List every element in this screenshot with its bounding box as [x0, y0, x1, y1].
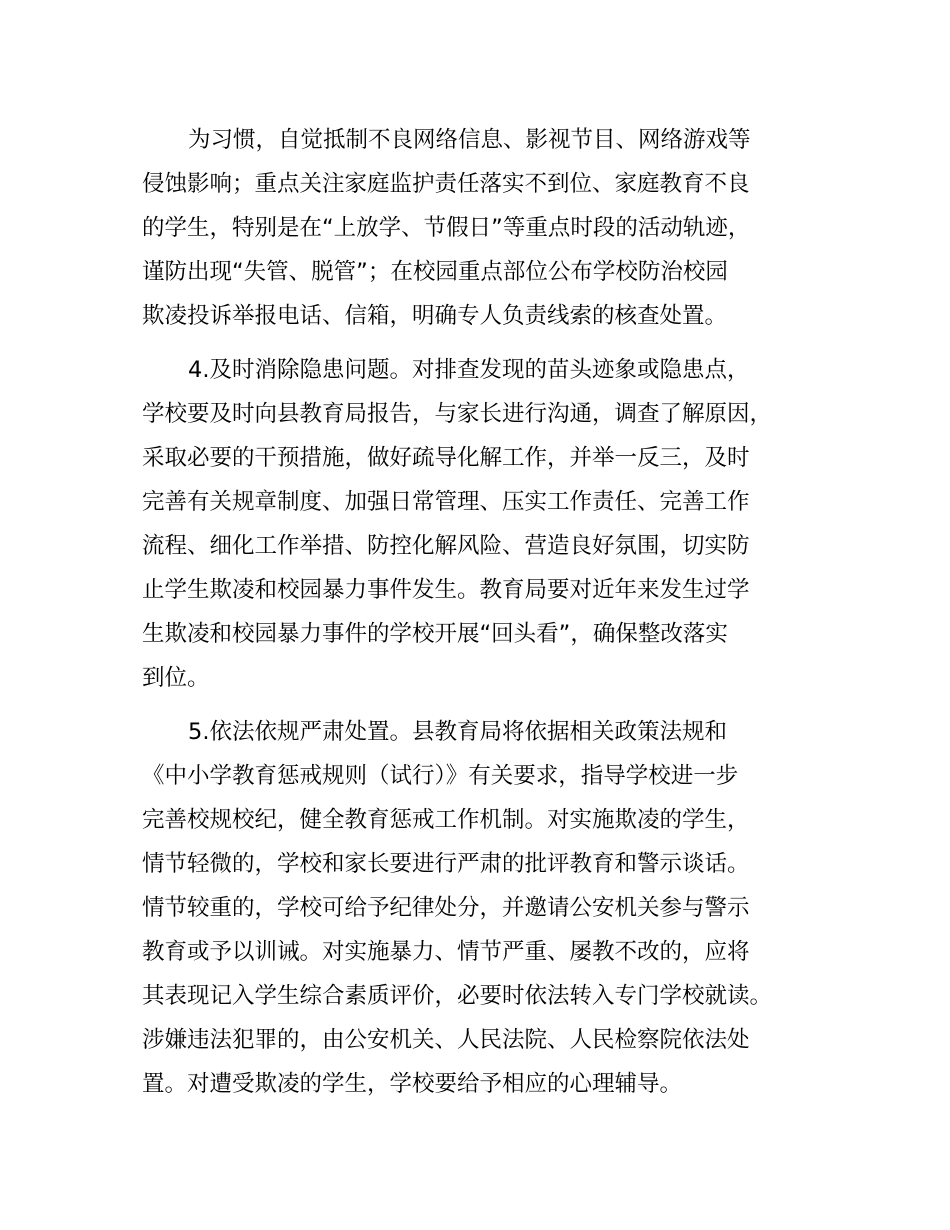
- text-line: 置。对遭受欺凌的学生，学校要给予相应的心理辅导。: [142, 1071, 683, 1097]
- paragraph-item-4: [142, 348, 842, 700]
- paragraph-item-5: [142, 710, 842, 1106]
- text-line: 完善校规校纪，健全教育惩戒工作机制。对实施欺凌的学生，: [142, 807, 750, 833]
- text-line: 流程、细化工作举措、防控化解风险、营造良好氛围，切实防: [142, 533, 750, 559]
- text-line: 的学生，特别是在“上放学、节假日”等重点时段的活动轨迹，: [142, 215, 751, 241]
- document-body: [142, 118, 842, 1116]
- text-line: 生欺凌和校园暴力事件的学校开展“回头看”，确保整改落实: [142, 621, 728, 647]
- text-line: 4.及时消除隐患问题。对排查发现的苗头迹象或隐患点，: [188, 357, 750, 383]
- text-line: 其表现记入学生综合素质评价，必要时依法转入专门学校就读。: [142, 983, 773, 1009]
- text-line: 教育或予以训诫。对实施暴力、情节严重、屡教不改的，应将: [142, 939, 750, 965]
- text-line: 欺凌投诉举报电话、信箱，明确专人负责线索的核查处置。: [142, 303, 728, 329]
- text-line: 学校要及时向县教育局报告，与家长进行沟通，调查了解原因，: [142, 401, 773, 427]
- paragraph-continuation: [142, 118, 842, 338]
- text-line: 《中小学教育惩戒规则（试行）》有关要求，指导学校进一步: [142, 763, 739, 789]
- text-line: 5.依法依规严肃处置。县教育局将依据相关政策法规和: [188, 719, 727, 745]
- text-line: 止学生欺凌和校园暴力事件发生。教育局要对近年来发生过学: [142, 577, 750, 603]
- text-line: 采取必要的干预措施，做好疏导化解工作，并举一反三，及时: [142, 445, 750, 471]
- text-line: 到位。: [142, 665, 210, 691]
- text-line: 完善有关规章制度、加强日常管理、压实工作责任、完善工作: [142, 489, 750, 515]
- text-line: 情节轻微的，学校和家长要进行严肃的批评教育和警示谈话。: [142, 851, 750, 877]
- text-line: 侵蚀影响；重点关注家庭监护责任落实不到位、家庭教育不良: [142, 171, 750, 197]
- text-line: 谨防出现“失管、脱管”；在校园重点部位公布学校防治校园: [142, 259, 728, 285]
- text-line: 为习惯，自觉抵制不良网络信息、影视节目、网络游戏等: [188, 127, 751, 153]
- text-line: 涉嫌违法犯罪的，由公安机关、人民法院、人民检察院依法处: [142, 1027, 750, 1053]
- text-line: 情节较重的，学校可给予纪律处分，并邀请公安机关参与警示: [142, 895, 750, 921]
